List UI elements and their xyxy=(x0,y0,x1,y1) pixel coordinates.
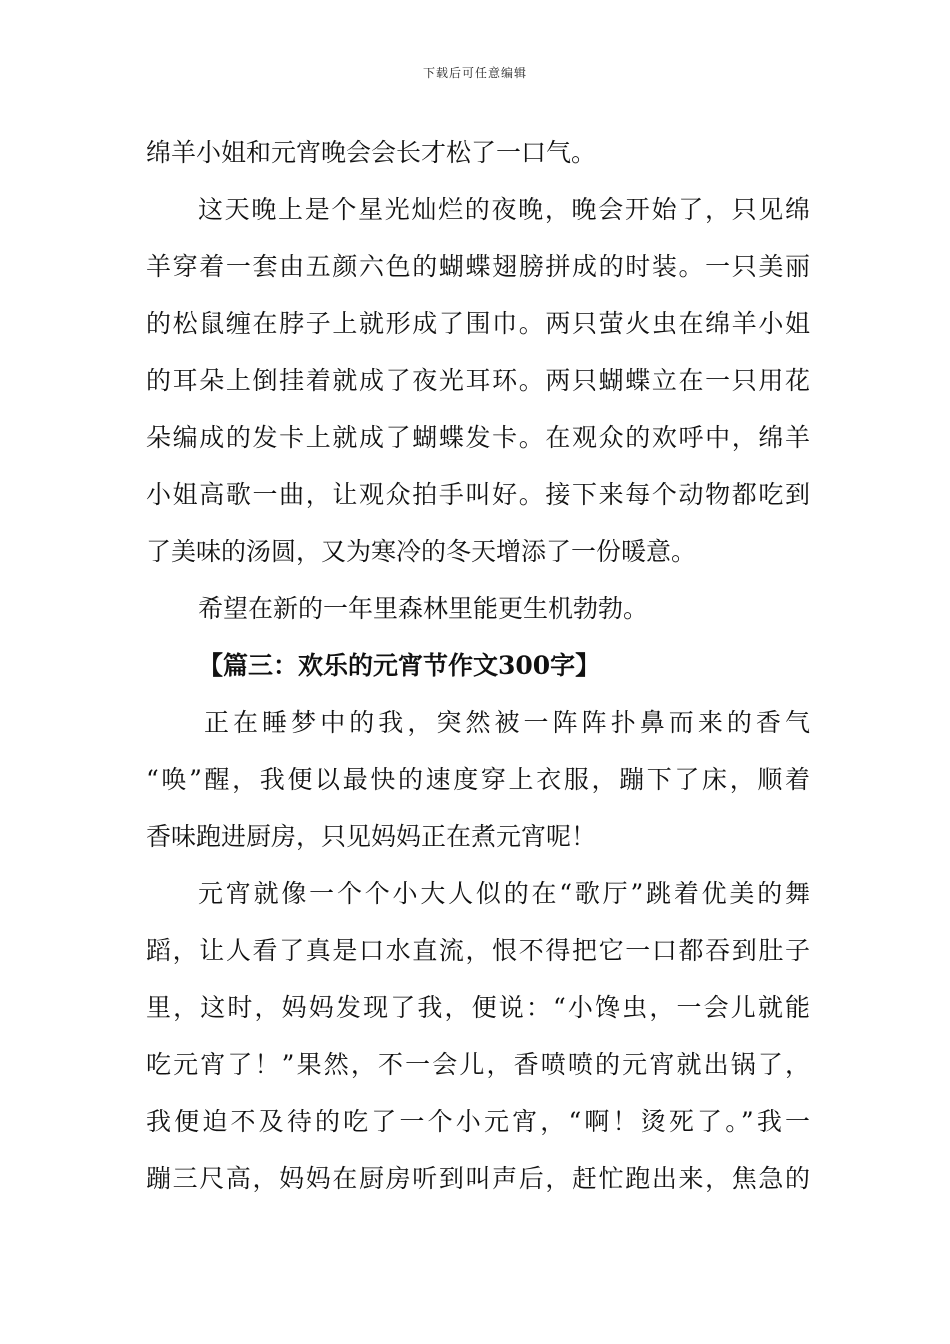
paragraph-line: 元宵就像一个个小大人似的在“歌厅”跳着优美的舞 xyxy=(198,879,810,908)
paragraph-line: 里，这时，妈妈发现了我，便说：“小馋虫，一会儿就能 xyxy=(146,993,810,1022)
paragraph-line: 正在睡梦中的我，突然被一阵阵扑鼻而来的香气 xyxy=(204,708,810,737)
paragraph-line: 香味跑进厨房，只见妈妈正在煮元宵呢！ xyxy=(146,822,597,851)
paragraph-line: 小姐高歌一曲，让观众拍手叫好。接下来每个动物都吃到 xyxy=(146,480,810,509)
paragraph-line: 蹦三尺高，妈妈在厨房听到叫声后，赶忙跑出来，焦急的 xyxy=(146,1164,810,1193)
paragraph-line: 了美味的汤圆，又为寒冷的冬天增添了一份暖意。 xyxy=(146,537,697,566)
paragraph-line: 我便迫不及待的吃了一个小元宵，“啊！烫死了。”我一 xyxy=(146,1107,810,1136)
paragraph-line: 朵编成的发卡上就成了蝴蝶发卡。在观众的欢呼中，绵羊 xyxy=(146,423,810,452)
paragraph-line: 吃元宵了！”果然，不一会儿，香喷喷的元宵就出锅了， xyxy=(146,1050,810,1079)
page-header: 下载后可任意编辑 xyxy=(422,66,527,80)
paragraph-line: 这天晚上是个星光灿烂的夜晚，晚会开始了，只见绵 xyxy=(198,195,810,224)
paragraph-line: “唤”醒，我便以最快的速度穿上衣服，蹦下了床，顺着 xyxy=(146,765,810,794)
paragraph-line: 蹈，让人看了真是口水直流，恨不得把它一口都吞到肚子 xyxy=(146,936,810,965)
paragraph-line: 的松鼠缠在脖子上就形成了围巾。两只萤火虫在绵羊小姐 xyxy=(146,309,810,338)
section-heading: 【篇三：欢乐的元宵节作文300字】 xyxy=(198,651,601,680)
document-body xyxy=(146,124,810,1207)
paragraph-line: 绵羊小姐和元宵晚会会长才松了一口气。 xyxy=(146,138,597,167)
paragraph-line: 羊穿着一套由五颜六色的蝴蝶翅膀拼成的时装。一只美丽 xyxy=(146,252,810,281)
paragraph-line: 希望在新的一年里森林里能更生机勃勃。 xyxy=(198,594,649,623)
paragraph-line: 的耳朵上倒挂着就成了夜光耳环。两只蝴蝶立在一只用花 xyxy=(146,366,810,395)
